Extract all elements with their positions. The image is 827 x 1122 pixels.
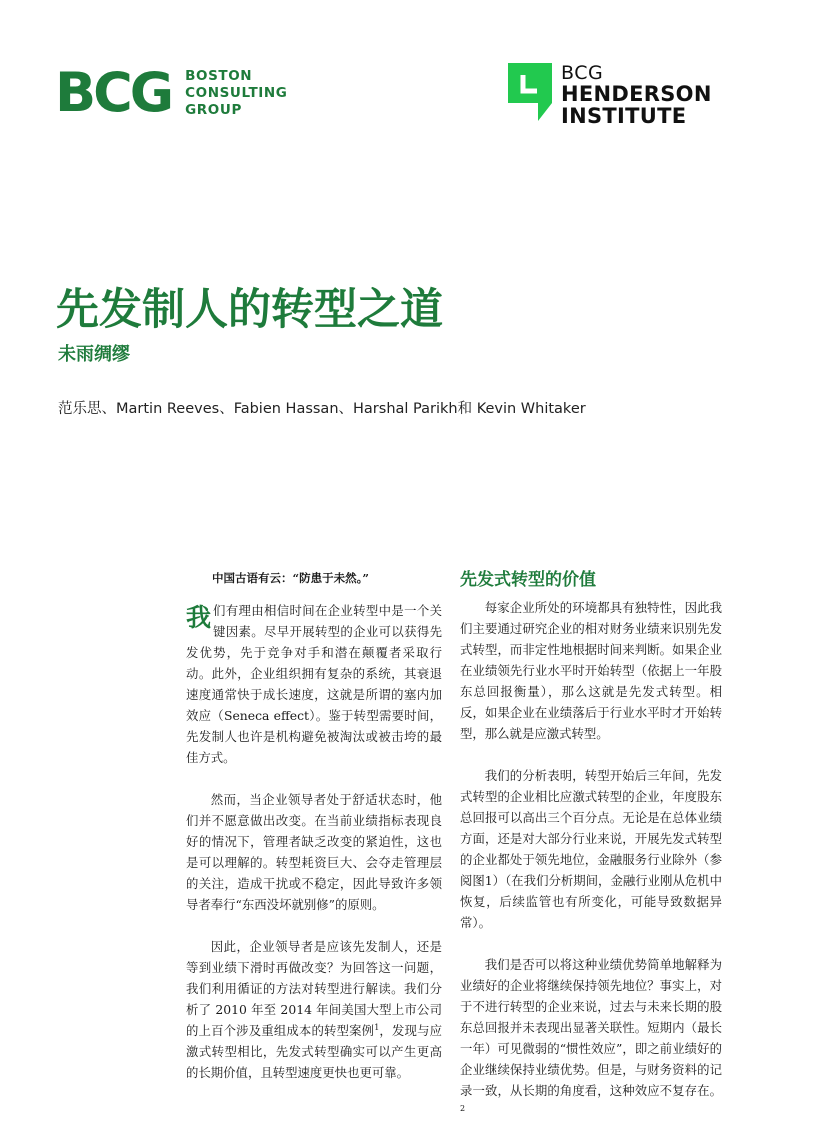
hi-word-institute: INSTITUTE (561, 104, 687, 128)
henderson-institute-mark-icon (508, 63, 552, 121)
body-paragraph-5: 我们的分析表明，转型开始后三年间，先发式转型的企业相比应激式转型的企业，年度股东总回报可以高出三个百分点。无论是在总体业绩方面，还是对大部分行业来说，开展先发式转型的企业都处于领先地位，金融服务行业除外（参阅图1）（在我们分析期间，金融行业刚从危机中恢复，后续监管也有所变化，可能导致数据异常）。 (460, 768, 722, 930)
henderson-institute-wordmark (561, 63, 712, 127)
henderson-institute-logo (508, 63, 712, 127)
body-paragraph-1-text: 们有理由相信时间在企业转型中是一个关键因素。尽早开展转型的企业可以获得先发优势，先于竞争对手和潜在颠覆者采取行动。此外，企业组织拥有复杂的系统，其衰退速度通常快于成长速度，这就是所谓的塞内加效应（Seneca effect）。鉴于转型需要时间，先发制人也许是机构避免被淘汰或被击垮的最佳方式。 (186, 603, 442, 765)
right-column (460, 568, 722, 1122)
bcg-word-boston: BOSTON (185, 67, 253, 84)
article-subtitle: 未雨绸缪 (58, 344, 130, 365)
body-paragraph-1 (186, 600, 442, 768)
left-column (186, 568, 442, 1083)
article-title: 先发制人的转型之道 (56, 285, 443, 335)
footnote-marker-2: 2 (460, 1103, 466, 1113)
body-paragraph-2: 然而，当企业领导者处于舒适状态时，他们并不愿意做出改变。在当前业绩指标表现良好的情况下，管理者缺乏改变的紧迫性，这也是可以理解的。转型耗资巨大、会夺走管理层的关注，造成干扰或不稳定，因此导致许多领导者奉行“东西没坏就别修”的原则。 (186, 792, 442, 912)
body-paragraph-6 (460, 954, 722, 1122)
body-paragraph-3-tail: ，发现与应激式转型相比，先发式转型确实可以产生更高的长期价值，且转型速度更快也更可靠。 (186, 1023, 443, 1080)
body-paragraph-3 (186, 936, 442, 1083)
bcg-logo (55, 61, 288, 124)
bcg-logo-wordmark (185, 68, 287, 119)
author-list: 范乐思、Martin Reeves、Fabien Hassan、Harshal Parikh和 Kevin Whitaker (58, 401, 586, 417)
bcg-word-consulting: CONSULTING (185, 84, 288, 101)
epigraph: 中国古语有云：“防患于未然。” (212, 571, 369, 585)
hi-word-bcg: BCG (561, 62, 604, 84)
body-paragraph-6-text: 我们是否可以将这种业绩优势简单地解释为业绩好的企业将继续保持领先地位？事实上，对于不进行转型的企业来说，过去与未来长期的股东总回报并未表现出显著关联性。短期内（最长一年）可见微弱的“惯性效应”，即之前业绩好的企业继续保持业绩优势。但是，与财务资料的记录一致，从长期的角度看，这种效应不复存在。 (460, 957, 722, 1098)
body-paragraph-4: 每家企业所处的环境都具有独特性，因此我们主要通过研究企业的相对财务业绩来识别先发式转型，而非定性地根据时间来判断。如果企业在业绩领先行业水平时开始转型（依据上一年股东总回报衡量），那么这就是先发式转型。相反，如果企业在业绩落后于行业水平时才开始转型，那么就是应激式转型。 (460, 600, 722, 741)
footnote-marker-1: 1 (374, 1022, 380, 1032)
drop-cap: 我 (186, 603, 212, 632)
body-paragraph-3-text: 因此，企业领导者是应该先发制人，还是等到业绩下滑时再做改变？为回答这一问题，我们利用循证的方法对转型进行解读。我们分析了 2010 年至 2014 年间美国大型上市公司的上百个涉及重组成本的转型案例 (186, 939, 442, 1038)
bcg-logo-mark: BCG (55, 61, 172, 124)
hi-word-henderson: HENDERSON (561, 82, 712, 106)
bcg-word-group: GROUP (185, 101, 242, 118)
section-heading: 先发式转型的价值 (460, 570, 596, 590)
